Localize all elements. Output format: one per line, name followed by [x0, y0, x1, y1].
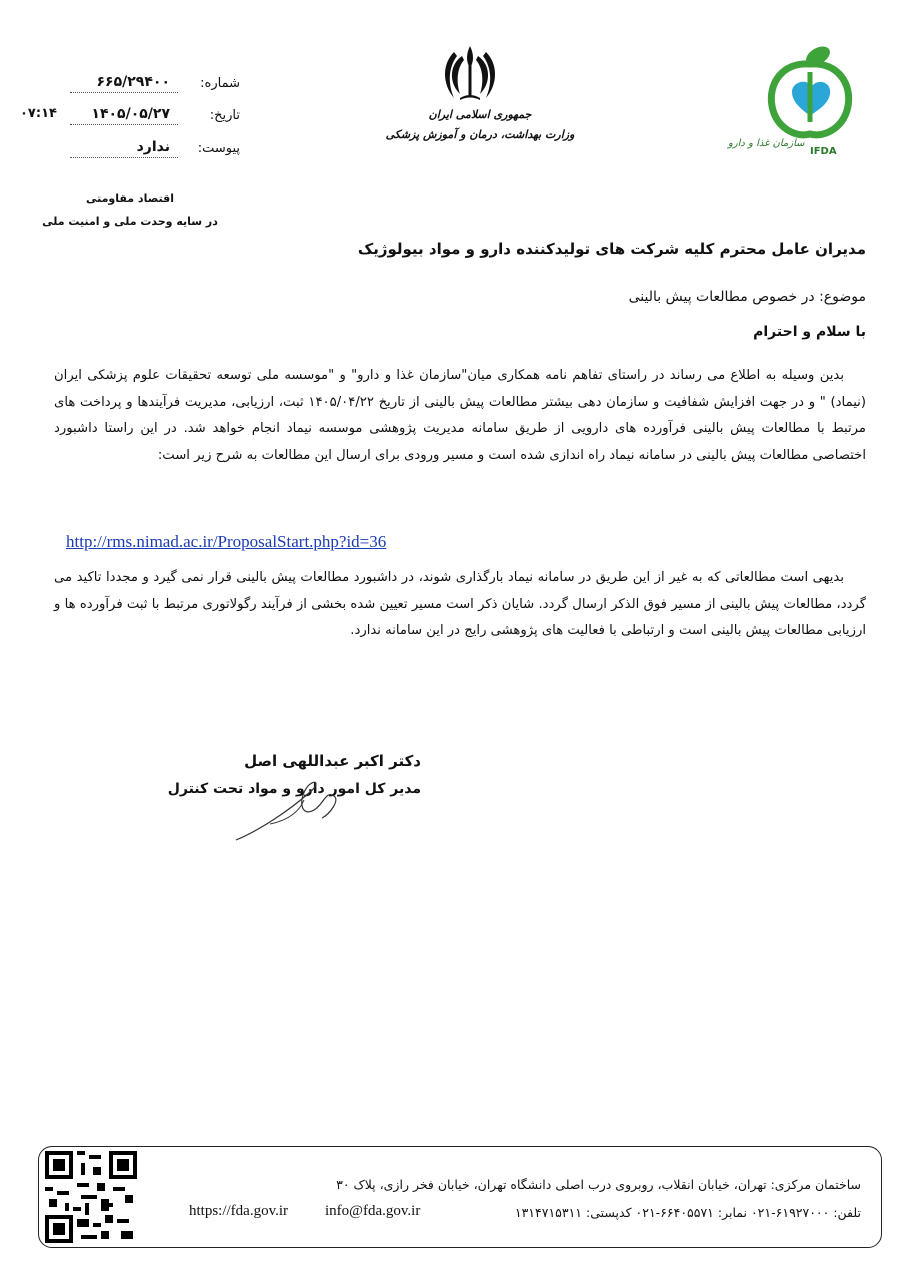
footer-email[interactable]: info@fda.gov.ir — [325, 1203, 421, 1219]
body-paragraph-1: بدین وسیله به اطلاع می رساند در راستای تفاهم نامه همکاری میان"سازمان غذا و دارو" و "موسسه ملی توسعه تحقیقات علوم پزشکی ایران (نیماد) " و در جهت افزایش شفافیت و سازمان دهی بیشتر مطالعات پیش بالینی از تاریخ ۱۴۰۵/۰۴/۲۲ ثبت، ارزیابی، مدیریت فرآیندها و پرداخت های مرتبط با مطالعات پیش بالینی فرآورده های دارویی از طریق سامانه مدیریت پژوهشی موسسه نیماد انجام خواهد شد. در این راستا داشبورد اختصاصی مطالعات پیش بالینی در سامانه نیماد راه اندازی شده است و مسیر ورودی برای ارسال این مطالعات به شرح زیر است: — [54, 368, 866, 463]
subject: موضوع: در خصوص مطالعات پیش بالینی — [628, 289, 866, 305]
date-dots — [70, 124, 178, 125]
iran-emblem-icon — [440, 42, 500, 104]
date-value: ۱۴۰۵/۰۵/۲۷ — [91, 106, 170, 122]
handwritten-signature-icon — [230, 770, 350, 850]
footer-address: ساختمان مرکزی: تهران، خیابان انقلاب، روبروی درب اصلی دانشگاه تهران، خیابان فخر رازی، پلاک ۳۰ — [336, 1177, 861, 1192]
ifda-logo-fa: سازمان غذا و دارو — [728, 138, 805, 149]
number-dots — [70, 92, 178, 93]
emblem-line-1: جمهوری اسلامی ایران — [428, 108, 532, 121]
date-label: تاریخ: — [209, 108, 240, 123]
signatory-name: دکتر اکبر عبداللهی اصل — [244, 752, 421, 770]
slogan-line-2: در سایه وحدت ملی و امنیت ملی — [42, 215, 218, 228]
ifda-logo-en: IFDA — [810, 146, 837, 157]
footer-box — [38, 1146, 882, 1248]
signatory-title: مدیر کل امور دارو و مواد تحت کنترل — [167, 781, 421, 797]
footer-website[interactable]: https://fda.gov.ir — [189, 1203, 289, 1219]
addressee: مدیران عامل محترم کلیه شرکت های تولیدکننده دارو و مواد بیولوژیک — [357, 240, 866, 258]
attachment-value: ندارد — [136, 139, 170, 155]
qr-code-icon — [45, 1151, 137, 1243]
greeting: با سلام و احترام — [753, 324, 866, 340]
time-value: ۰۷:۱۴ — [20, 106, 57, 121]
number-label: شماره: — [200, 76, 240, 91]
attachment-label: پیوست: — [197, 141, 240, 156]
ifda-logo-icon — [762, 42, 858, 150]
attachment-dots — [70, 157, 178, 158]
footer-contacts: تلفن: ۶۱۹۲۷۰۰۰-۰۲۱ نمابر: ۶۶۴۰۵۵۷۱-۰۲۱ کدپستی: ۱۳۱۴۷۱۵۳۱۱ — [514, 1205, 861, 1220]
letter-date-row — [20, 108, 240, 130]
proposal-link[interactable]: http://rms.nimad.ac.ir/ProposalStart.php?id=36 — [66, 532, 387, 551]
number-value: ۶۶۵/۲۹۴۰۰ — [96, 74, 170, 90]
letter-attachment-row — [20, 141, 240, 163]
emblem-line-2: وزارت بهداشت، درمان و آموزش پزشکی — [385, 128, 575, 141]
body-paragraph-2: بدیهی است مطالعاتی که به غیر از این طریق در سامانه نیماد بارگذاری شوند، در داشبورد مطالعات پیش بالینی قرار نمی گیرد و مجددا تاکید می گردد، مطالعات پیش بالینی از مسیر فوق الذکر ارسال گردد. شایان ذکر است مسیر تعیین شده بخشی از فرآیند رگولاتوری مرتبط با ثبت فرآورده ها و ارزیابی مطالعات پیش بالینی است و ارتباطی با فعالیت های پژوهشی رایج در این سامانه ندارد. — [54, 570, 866, 638]
slogan-line-1: اقتصاد مقاومتی — [85, 192, 175, 205]
letter-number-row — [20, 76, 240, 98]
